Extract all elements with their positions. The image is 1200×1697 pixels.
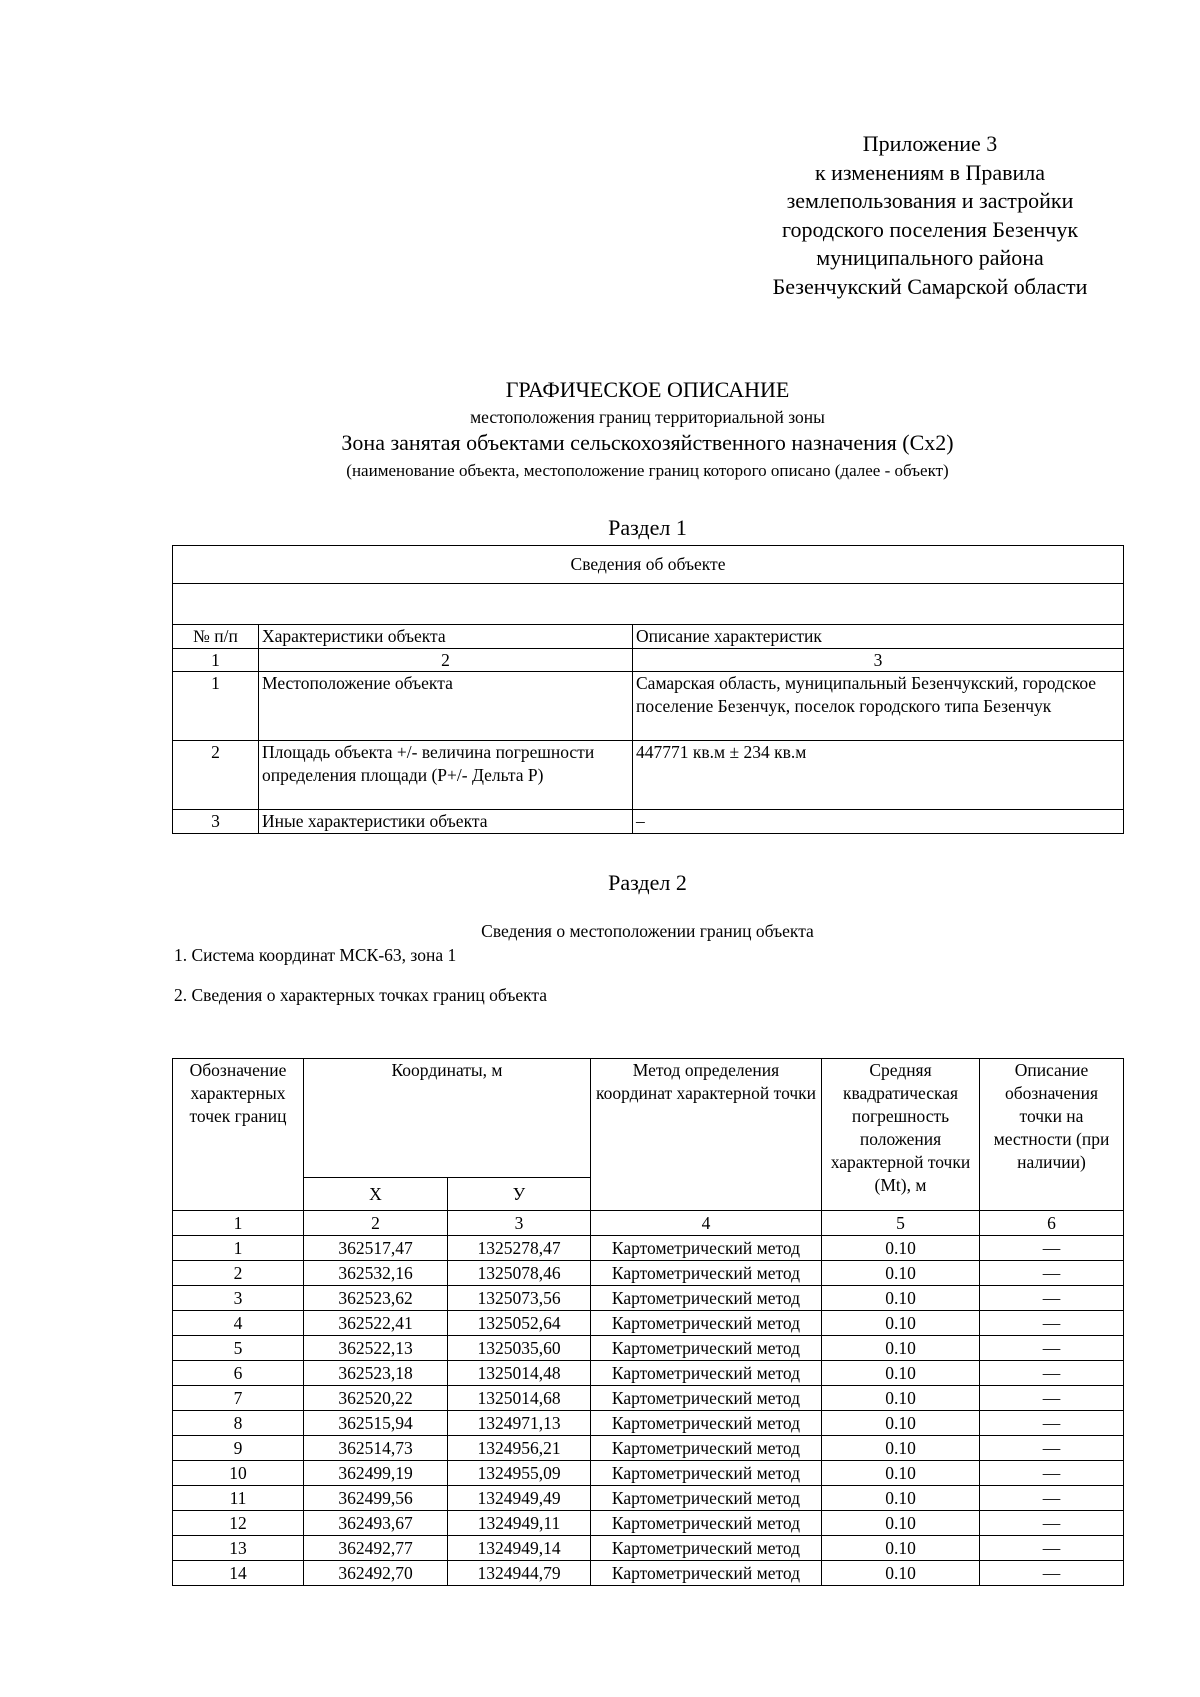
row-number: 3: [173, 810, 259, 834]
point-number: 13: [173, 1536, 304, 1561]
y-coordinate: 1324956,21: [448, 1436, 591, 1461]
point-number: 3: [173, 1286, 304, 1311]
number-cell: 1: [173, 1211, 304, 1236]
description: —: [980, 1361, 1124, 1386]
table-row: [173, 1486, 1124, 1511]
appendix-line: городского поселения Безенчук: [781, 216, 1079, 242]
section2-caption: Сведения о местоположении границ объекта: [481, 921, 814, 941]
table-header-row: [173, 625, 1124, 649]
object-info-table: [172, 545, 1124, 834]
point-number: 10: [173, 1461, 304, 1486]
appendix-line: муниципального района: [816, 245, 1044, 270]
number-cell: 1: [173, 648, 259, 672]
row-name: Местоположение объекта: [259, 672, 633, 741]
description: —: [980, 1286, 1124, 1311]
y-coordinate: 1324949,11: [448, 1511, 591, 1536]
header-cell: Характеристики объекта: [259, 625, 633, 649]
header-cell: Описание обозначения точки на местности (при наличии): [980, 1059, 1124, 1211]
document-title: ГРАФИЧЕСКОЕ ОПИСАНИЕ: [505, 377, 790, 402]
boundary-points-table: [172, 1058, 1124, 1586]
table-row: [173, 1336, 1124, 1361]
method: Картометрический метод: [591, 1436, 822, 1461]
number-cell: 3: [633, 648, 1124, 672]
point-number: 7: [173, 1386, 304, 1411]
description: —: [980, 1336, 1124, 1361]
method: Картометрический метод: [591, 1536, 822, 1561]
y-coordinate: 1325278,47: [448, 1236, 591, 1261]
method: Картометрический метод: [591, 1261, 822, 1286]
table-row: [173, 1511, 1124, 1536]
x-coordinate: 362522,41: [304, 1311, 448, 1336]
table-row: [173, 1236, 1124, 1261]
method: Картометрический метод: [591, 1236, 822, 1261]
row-name: Иные характеристики объекта: [259, 810, 633, 834]
row-number: 1: [173, 672, 259, 741]
table-row: [173, 672, 1124, 741]
header-cell: Описание характеристик: [633, 625, 1124, 649]
method: Картометрический метод: [591, 1386, 822, 1411]
error: 0.10: [822, 1411, 980, 1436]
header-cell: № п/п: [173, 625, 259, 649]
header-cell: Обозначение характерных точек границ: [173, 1059, 304, 1211]
table-row: [173, 1386, 1124, 1411]
description: —: [980, 1311, 1124, 1336]
appendix-line: Приложение 3: [862, 131, 998, 156]
y-coordinate: 1325035,60: [448, 1336, 591, 1361]
x-coordinate: 362517,47: [304, 1236, 448, 1261]
method: Картометрический метод: [591, 1561, 822, 1586]
x-coordinate: 362522,13: [304, 1336, 448, 1361]
table-row: [173, 1561, 1124, 1586]
y-coordinate: 1324955,09: [448, 1461, 591, 1486]
row-number: 2: [173, 741, 259, 810]
error: 0.10: [822, 1536, 980, 1561]
error: 0.10: [822, 1436, 980, 1461]
y-coordinate: 1325052,64: [448, 1311, 591, 1336]
y-coordinate: 1324971,13: [448, 1411, 591, 1436]
row-name: Площадь объекта +/- величина погрешности определения площади (P+/- Дельта P): [259, 741, 633, 810]
table-row: [173, 1411, 1124, 1436]
number-cell: 2: [259, 648, 633, 672]
error: 0.10: [822, 1286, 980, 1311]
description: —: [980, 1386, 1124, 1411]
point-number: 5: [173, 1336, 304, 1361]
error: 0.10: [822, 1511, 980, 1536]
error: 0.10: [822, 1336, 980, 1361]
document-subtitle: местоположения границ территориальной зоны: [470, 407, 825, 427]
x-coordinate: 362515,94: [304, 1411, 448, 1436]
row-value: 447771 кв.м ± 234 кв.м: [633, 741, 1124, 810]
point-number: 11: [173, 1486, 304, 1511]
point-number: 12: [173, 1511, 304, 1536]
number-cell: 6: [980, 1211, 1124, 1236]
section2-title: Раздел 2: [608, 870, 687, 895]
x-coordinate: 362493,67: [304, 1511, 448, 1536]
coordinate-system: 1. Система координат МСК-63, зона 1: [174, 945, 457, 965]
description: —: [980, 1436, 1124, 1461]
header-cell: Метод определения координат характерной точки: [591, 1059, 822, 1211]
description: —: [980, 1261, 1124, 1286]
table-row: [173, 1261, 1124, 1286]
table-row: [173, 1461, 1124, 1486]
header-cell: У: [448, 1178, 591, 1211]
header-cell: X: [304, 1178, 448, 1211]
row-value: –: [633, 810, 1124, 834]
appendix-line: землепользования и застройки: [786, 188, 1074, 213]
appendix-line: Безенчукский Самарской области: [772, 273, 1088, 299]
error: 0.10: [822, 1561, 980, 1586]
point-number: 9: [173, 1436, 304, 1461]
y-coordinate: 1324949,49: [448, 1486, 591, 1511]
point-number: 14: [173, 1561, 304, 1586]
error: 0.10: [822, 1486, 980, 1511]
y-coordinate: 1324944,79: [448, 1561, 591, 1586]
table-header-row: [173, 1059, 1124, 1178]
column-number-row: [173, 648, 1124, 672]
method: Картометрический метод: [591, 1361, 822, 1386]
row-value: Самарская область, муниципальный Безенчукский, городское поселение Безенчук, поселок городского типа Безенчук: [633, 672, 1124, 741]
y-coordinate: 1324949,14: [448, 1536, 591, 1561]
method: Картометрический метод: [591, 1336, 822, 1361]
method: Картометрический метод: [591, 1486, 822, 1511]
header-cell: Координаты, м: [304, 1059, 591, 1178]
header-cell: Средняя квадратическая погрешность положения характерной точки (Mt), м: [822, 1059, 980, 1211]
x-coordinate: 362523,62: [304, 1286, 448, 1311]
description: —: [980, 1411, 1124, 1436]
column-number-row: [173, 1211, 1124, 1236]
x-coordinate: 362499,19: [304, 1461, 448, 1486]
method: Картометрический метод: [591, 1311, 822, 1336]
number-cell: 5: [822, 1211, 980, 1236]
description: —: [980, 1511, 1124, 1536]
number-cell: 2: [304, 1211, 448, 1236]
appendix-line: к изменениям в Правила: [814, 159, 1046, 185]
error: 0.10: [822, 1311, 980, 1336]
y-coordinate: 1325014,68: [448, 1386, 591, 1411]
section1-title: Раздел 1: [608, 515, 687, 540]
error: 0.10: [822, 1461, 980, 1486]
description: —: [980, 1486, 1124, 1511]
table-row: [173, 1536, 1124, 1561]
point-number: 1: [173, 1236, 304, 1261]
description: —: [980, 1461, 1124, 1486]
x-coordinate: 362499,56: [304, 1486, 448, 1511]
x-coordinate: 362492,70: [304, 1561, 448, 1586]
error: 0.10: [822, 1386, 980, 1411]
object-name: Зона занятая объектами сельскохозяйственного назначения (Сх2): [341, 430, 954, 455]
description: —: [980, 1236, 1124, 1261]
table-row: [173, 1436, 1124, 1461]
point-number: 8: [173, 1411, 304, 1436]
method: Картометрический метод: [591, 1461, 822, 1486]
table-row: [173, 741, 1124, 810]
table-row: [173, 1286, 1124, 1311]
error: 0.10: [822, 1261, 980, 1286]
y-coordinate: 1325014,48: [448, 1361, 591, 1386]
method: Картометрический метод: [591, 1411, 822, 1436]
object-note: (наименование объекта, местоположение границ которого описано (далее - объект): [346, 461, 949, 480]
table-row: [173, 810, 1124, 834]
point-number: 6: [173, 1361, 304, 1386]
x-coordinate: 362520,22: [304, 1386, 448, 1411]
point-number: 4: [173, 1311, 304, 1336]
description: —: [980, 1536, 1124, 1561]
table-caption: Сведения об объекте: [173, 546, 1124, 584]
x-coordinate: 362514,73: [304, 1436, 448, 1461]
x-coordinate: 362492,77: [304, 1536, 448, 1561]
empty-row: [173, 584, 1124, 625]
points-caption: 2. Сведения о характерных точках границ объекта: [174, 985, 548, 1005]
point-number: 2: [173, 1261, 304, 1286]
table-row: [173, 1311, 1124, 1336]
error: 0.10: [822, 1236, 980, 1261]
x-coordinate: 362523,18: [304, 1361, 448, 1386]
number-cell: 4: [591, 1211, 822, 1236]
method: Картометрический метод: [591, 1511, 822, 1536]
method: Картометрический метод: [591, 1286, 822, 1311]
table-row: [173, 1361, 1124, 1386]
error: 0.10: [822, 1361, 980, 1386]
x-coordinate: 362532,16: [304, 1261, 448, 1286]
y-coordinate: 1325078,46: [448, 1261, 591, 1286]
number-cell: 3: [448, 1211, 591, 1236]
description: —: [980, 1561, 1124, 1586]
appendix-header: [720, 130, 1140, 301]
y-coordinate: 1325073,56: [448, 1286, 591, 1311]
